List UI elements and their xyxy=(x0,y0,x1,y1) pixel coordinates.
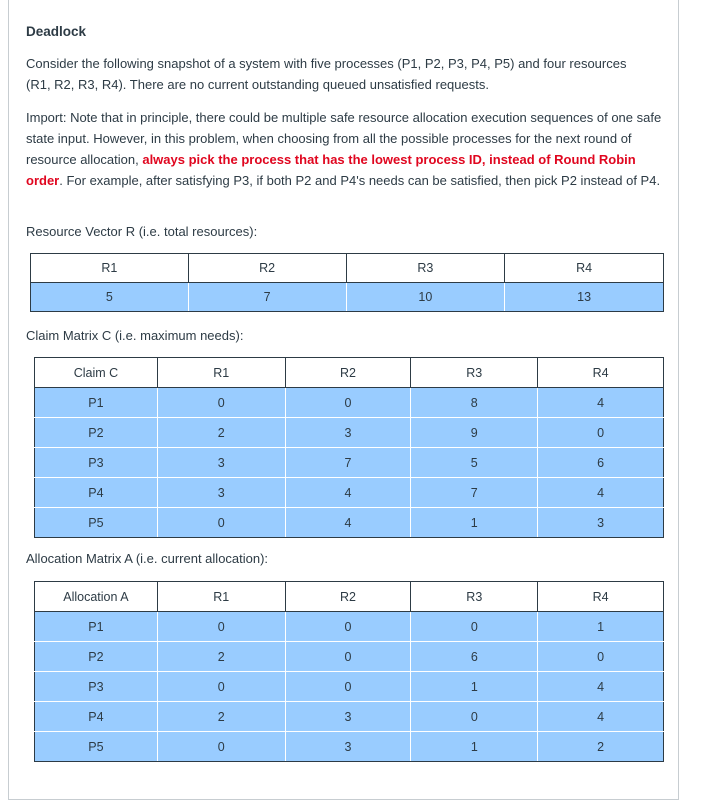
table-header-row xyxy=(35,358,664,388)
table-cell: 0 xyxy=(157,672,285,702)
table-cell: 5 xyxy=(31,283,189,312)
table-cell: 0 xyxy=(285,388,411,418)
header-cell: R4 xyxy=(505,254,664,283)
allocation-caption: Allocation Matrix A (i.e. current allocation): xyxy=(26,551,269,566)
table-cell: 1 xyxy=(411,508,538,538)
header-cell: R1 xyxy=(157,358,285,388)
table-cell: 0 xyxy=(538,642,664,672)
table-cell: 3 xyxy=(157,478,285,508)
header-cell: R2 xyxy=(285,358,411,388)
table-header-row xyxy=(35,582,664,612)
table-cell: 7 xyxy=(188,283,346,312)
intro-paragraph: Consider the following snapshot of a system with five processes (P1, P2, P3, P4, P5) and four resources (R1, R2, R3, R4). There are no current outstanding queued unsatisfied requests. xyxy=(26,56,627,92)
table-cell: 4 xyxy=(538,672,664,702)
table-cell: 4 xyxy=(538,388,664,418)
table-cell: 4 xyxy=(538,478,664,508)
header-cell: R4 xyxy=(538,358,664,388)
resource-vector-table xyxy=(30,253,664,312)
header-cell: R2 xyxy=(188,254,346,283)
table-cell: 0 xyxy=(285,672,411,702)
table-row xyxy=(35,612,664,642)
table-cell: 2 xyxy=(157,418,285,448)
header-cell: R1 xyxy=(157,582,285,612)
table-row xyxy=(35,702,664,732)
table-row xyxy=(35,448,664,478)
table-cell: 3 xyxy=(157,448,285,478)
table-cell: 3 xyxy=(285,732,411,762)
note-text: Import: Note that in principle, there could be multiple safe resource allocation execution sequences of one safe state input. However, in this problem, when choosing from all the possible processes for the next round of resource allocation, xyxy=(26,110,662,167)
table-cell: 4 xyxy=(538,702,664,732)
table-cell: 0 xyxy=(411,702,538,732)
header-cell: R3 xyxy=(411,582,538,612)
table-row xyxy=(35,508,664,538)
table-cell: 4 xyxy=(285,508,411,538)
table-cell: 3 xyxy=(285,702,411,732)
row-label: P4 xyxy=(35,478,158,508)
header-cell: Allocation A xyxy=(35,582,158,612)
table-cell: 9 xyxy=(411,418,538,448)
table-cell: 0 xyxy=(411,612,538,642)
header-cell: R3 xyxy=(346,254,505,283)
note-highlight: always pick the process that has the lowest process ID, instead of Round Robin order xyxy=(26,152,636,188)
row-label: P2 xyxy=(35,418,158,448)
table-header-row xyxy=(31,254,664,283)
row-label: P1 xyxy=(35,612,158,642)
table-cell: 4 xyxy=(285,478,411,508)
row-label: P3 xyxy=(35,672,158,702)
table-cell: 3 xyxy=(538,508,664,538)
table-cell: 2 xyxy=(157,702,285,732)
row-label: P5 xyxy=(35,732,158,762)
table-cell: 0 xyxy=(157,732,285,762)
row-label: P3 xyxy=(35,448,158,478)
table-cell: 0 xyxy=(538,418,664,448)
table-row xyxy=(35,642,664,672)
page-title: Deadlock xyxy=(26,24,87,39)
header-cell: R4 xyxy=(538,582,664,612)
table-cell: 7 xyxy=(285,448,411,478)
table-cell: 2 xyxy=(538,732,664,762)
row-label: P5 xyxy=(35,508,158,538)
table-cell: 3 xyxy=(285,418,411,448)
header-cell: R2 xyxy=(285,582,411,612)
row-label: P1 xyxy=(35,388,158,418)
note-paragraph xyxy=(26,107,666,191)
table-cell: 6 xyxy=(538,448,664,478)
table-cell: 1 xyxy=(411,672,538,702)
claim-caption: Claim Matrix C (i.e. maximum needs): xyxy=(26,328,244,343)
table-cell: 0 xyxy=(157,508,285,538)
header-cell: R1 xyxy=(31,254,189,283)
resource-caption: Resource Vector R (i.e. total resources): xyxy=(26,224,258,239)
table-cell: 6 xyxy=(411,642,538,672)
table-cell: 2 xyxy=(157,642,285,672)
table-row xyxy=(35,388,664,418)
table-row xyxy=(35,418,664,448)
table-cell: 0 xyxy=(285,642,411,672)
table-cell: 5 xyxy=(411,448,538,478)
table-cell: 13 xyxy=(505,283,664,312)
table-cell: 0 xyxy=(157,388,285,418)
note-text-end: . For example, after satisfying P3, if both P2 and P4's needs can be satisfied, then pick P2 instead of P4. xyxy=(59,173,661,188)
row-label: P2 xyxy=(35,642,158,672)
table-cell: 0 xyxy=(285,612,411,642)
allocation-matrix-table xyxy=(34,581,664,762)
table-row xyxy=(35,672,664,702)
table-cell: 1 xyxy=(538,612,664,642)
table-row xyxy=(31,283,664,312)
row-label: P4 xyxy=(35,702,158,732)
table-cell: 7 xyxy=(411,478,538,508)
table-cell: 8 xyxy=(411,388,538,418)
table-cell: 1 xyxy=(411,732,538,762)
claim-matrix-table xyxy=(34,357,664,538)
table-cell: 0 xyxy=(157,612,285,642)
header-cell: Claim C xyxy=(35,358,158,388)
table-row xyxy=(35,732,664,762)
table-row xyxy=(35,478,664,508)
table-cell: 10 xyxy=(346,283,505,312)
header-cell: R3 xyxy=(411,358,538,388)
